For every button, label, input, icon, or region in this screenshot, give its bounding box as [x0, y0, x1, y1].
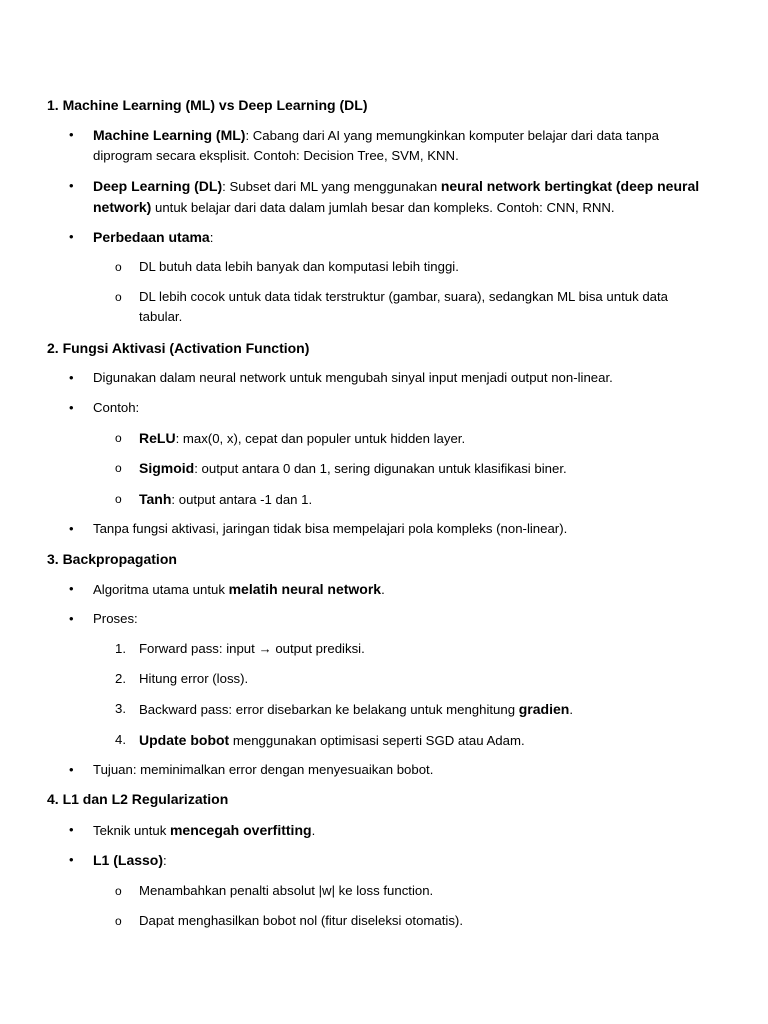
description: : max(0, x), cepat dan populer untuk hidden layer. [175, 431, 466, 446]
numbered-step [115, 669, 709, 689]
list-item [69, 760, 713, 780]
bullet-icon: • [69, 370, 74, 385]
list-item-ml [69, 125, 713, 166]
sub-list-item-relu [115, 428, 709, 449]
sub-list-item [115, 881, 709, 901]
emphasis: neural network bertingkat (deep neural network) [93, 178, 700, 215]
item-text: : [163, 853, 167, 868]
bullet-icon: • [69, 822, 74, 837]
item-text: Teknik untuk [93, 823, 170, 838]
punctuation: . [569, 702, 573, 717]
term: Sigmoid [139, 460, 195, 476]
term: Machine Learning (ML) [93, 127, 246, 143]
list-item-dl [69, 176, 713, 218]
numbered-step [115, 639, 709, 659]
emphasis: gradien [518, 701, 570, 717]
punctuation: . [381, 582, 385, 597]
bullet-icon: • [69, 127, 74, 142]
emphasis: Update bobot [139, 732, 230, 748]
section-heading-2: 2. Fungsi Aktivasi (Activation Function) [47, 340, 310, 356]
sub-list-item [115, 911, 709, 931]
circle-bullet-icon: o [115, 260, 122, 274]
step-number: 4. [115, 732, 126, 747]
step-number: 1. [115, 641, 126, 656]
list-item-l1 [69, 850, 713, 871]
item-text: Tanpa fungsi aktivasi, jaringan tidak bisa mempelajari pola kompleks (non-linear). [93, 521, 568, 536]
bullet-icon: • [69, 852, 74, 867]
bullet-icon: • [69, 611, 74, 626]
bullet-icon: • [69, 400, 74, 415]
circle-bullet-icon: o [115, 290, 122, 304]
step-text: Forward pass: input → output prediksi. [139, 641, 365, 656]
emphasis: mencegah overfitting [169, 822, 312, 838]
list-item [69, 519, 713, 539]
bullet-icon: • [69, 229, 74, 244]
term: Perbedaan utama [93, 229, 210, 245]
sub-list-item-tanh [115, 489, 709, 510]
circle-bullet-icon: o [115, 461, 122, 475]
list-item [69, 820, 713, 841]
item-text: Tujuan: meminimalkan error dengan menyesuaikan bobot. [93, 762, 434, 777]
circle-bullet-icon: o [115, 914, 122, 928]
description: : [209, 230, 214, 245]
step-text: menggunakan optimisasi seperti SGD atau Adam. [229, 733, 525, 748]
section-heading-3: 3. Backpropagation [47, 551, 177, 567]
description: : output antara -1 dan 1. [171, 492, 313, 507]
list-item [69, 398, 713, 418]
sub-item-text: DL butuh data lebih banyak dan komputasi lebih tinggi. [139, 259, 459, 274]
numbered-step [115, 730, 709, 751]
description: : Cabang dari AI yang memungkinkan komputer belajar dari data tanpa diprogram secara eksplisit. Contoh: Decision Tree, SVM, KNN. [93, 128, 659, 163]
description: untuk belajar dari data dalam jumlah besar dan kompleks. Contoh: CNN, RNN. [151, 200, 615, 215]
item-text: Algoritma utama untuk [93, 582, 229, 597]
list-item [69, 609, 713, 629]
emphasis: melatih neural network [228, 581, 382, 597]
circle-bullet-icon: o [115, 492, 122, 506]
circle-bullet-icon: o [115, 884, 122, 898]
sub-list-item [115, 287, 709, 327]
bullet-icon: • [69, 178, 74, 193]
circle-bullet-icon: o [115, 431, 122, 445]
description: : output antara 0 dan 1, sering digunakan untuk klasifikasi biner. [194, 461, 567, 476]
item-text: Proses: [93, 611, 138, 626]
term: Tanh [139, 491, 172, 507]
sub-list-item-sigmoid [115, 458, 709, 479]
sub-item-text: Menambahkan penalti absolut |w| ke loss function. [139, 883, 434, 898]
section-heading-1: 1. Machine Learning (ML) vs Deep Learning (DL) [47, 97, 368, 113]
numbered-step [115, 699, 709, 720]
step-text: Backward pass: error disebarkan ke belakang untuk menghitung [139, 702, 519, 717]
term: ReLU [139, 430, 176, 446]
sub-item-text: DL lebih cocok untuk data tidak terstruktur (gambar, suara), sedangkan ML bisa untuk data tabular. [139, 289, 669, 324]
bullet-icon: • [69, 521, 74, 536]
step-number: 2. [115, 671, 126, 686]
list-item [69, 368, 713, 388]
term: Deep Learning (DL) [93, 178, 223, 194]
sub-item-text: Dapat menghasilkan bobot nol (fitur diseleksi otomatis). [139, 913, 463, 928]
step-text: Hitung error (loss). [139, 671, 249, 686]
sub-list-item [115, 257, 709, 277]
description: : Subset dari ML yang menggunakan [222, 179, 441, 194]
step-number: 3. [115, 701, 126, 716]
list-item-perbedaan [69, 227, 713, 248]
item-text: Contoh: [93, 400, 140, 415]
item-text: Digunakan dalam neural network untuk mengubah sinyal input menjadi output non-linear. [93, 370, 613, 385]
term: L1 (Lasso) [93, 852, 164, 868]
section-heading-4: 4. L1 dan L2 Regularization [47, 791, 229, 807]
punctuation: . [311, 823, 316, 838]
bullet-icon: • [69, 581, 74, 596]
bullet-icon: • [69, 762, 74, 777]
list-item [69, 579, 713, 600]
